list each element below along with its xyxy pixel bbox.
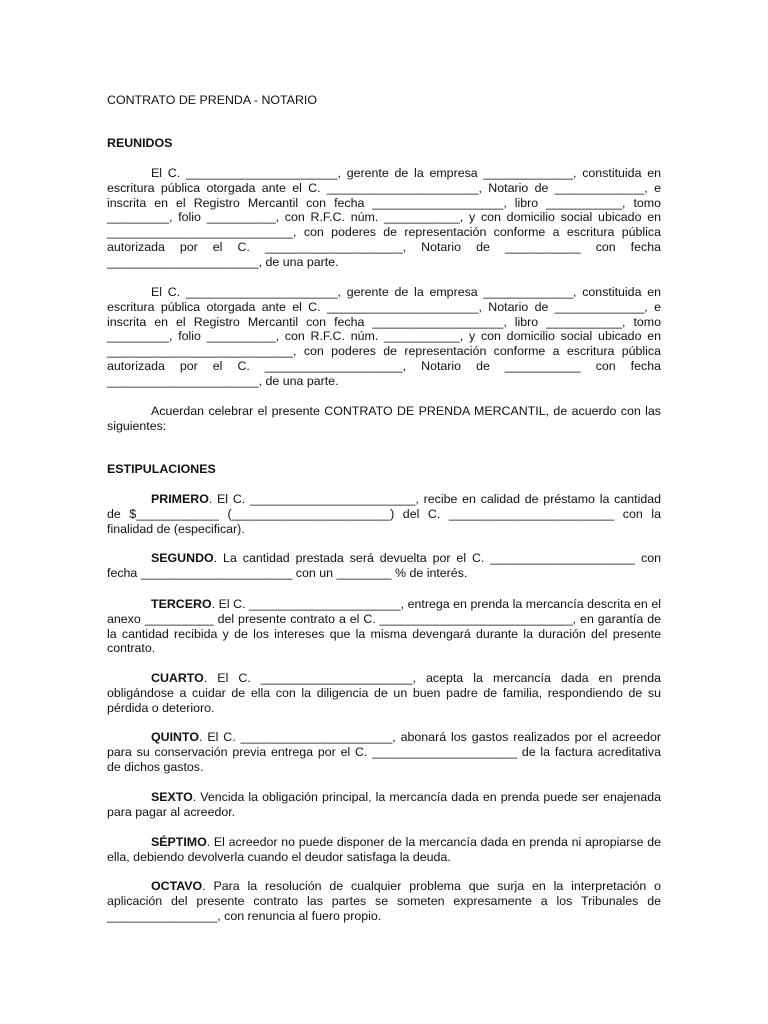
clause-tercero [107, 597, 661, 656]
section-heading-estipulaciones: ESTIPULACIONES [107, 462, 216, 476]
clause-label: SEGUNDO [151, 551, 214, 565]
clause-label: PRIMERO [151, 492, 209, 506]
clause-segundo [107, 551, 661, 581]
clause-label: TERCERO [151, 597, 212, 611]
clause-text: . Para la resolución de cualquier problema que surja en la interpretación o aplicación del presente contrato las partes se someten expresamente a los Tribunales de ________________, con renuncia al fuero propio. [107, 879, 661, 923]
clause-text: . El C. ______________________, acepta la mercancía dada en prenda obligándose a cuidar de ella con la diligencia de un buen padre de familia, respondiendo de su pérdida o deterioro. [107, 671, 661, 715]
clause-quinto [107, 730, 661, 774]
clause-text: . El C. ______________________, entrega en prenda la mercancía descrita en el anexo __________ del presente contrato a el C. ____________________________, en garantía de la cantidad recibida y de los intereses que la misma devengará durante la duración del presente contrato. [107, 597, 661, 656]
clause-label: CUARTO [151, 671, 204, 685]
document-title: CONTRATO DE PRENDA - NOTARIO [107, 93, 317, 107]
party-paragraph-text: El C. ______________________, gerente de la empresa _____________, constituida en escritura pública otorgada ante el C. ______________________, Notario de _____________, e inscrita en el Registro Mercantil con fecha ___________________, libro ___________, tomo _________, folio __________, con R.F.C. núm. ___________, y con domicilio social ubicado en ___________________________, con poderes de representación conforme a escritura pública autorizada por el C. ____________________, Notario de ___________ con fecha ______________________, de una parte. [107, 166, 661, 269]
party-paragraph-2 [107, 285, 661, 389]
clause-label: SEXTO [151, 790, 193, 804]
clause-septimo [107, 835, 661, 865]
clause-octavo [107, 879, 661, 923]
clause-text: . Vencida la obligación principal, la mercancía dada en prenda puede ser enajenada para pagar al acreedor. [107, 790, 661, 819]
agreement-text: Acuerdan celebrar el presente CONTRATO DE PRENDA MERCANTIL, de acuerdo con las siguientes: [107, 404, 661, 433]
party-paragraph-text: El C. ______________________, gerente de la empresa _____________, constituida en escritura pública otorgada ante el C. ______________________, Notario de _____________, e inscrita en el Registro Mercantil con fecha ___________________, libro ___________, tomo _________, folio __________, con R.F.C. núm. ___________, y con domicilio social ubicado en ___________________________, con poderes de representación conforme a escritura pública autorizada por el C. ____________________, Notario de ___________ con fecha ______________________, de una parte. [107, 285, 661, 388]
agreement-paragraph [107, 404, 661, 434]
party-paragraph-1 [107, 166, 661, 270]
clause-sexto [107, 790, 661, 820]
clause-text: . El acreedor no puede disponer de la mercancía dada en prenda ni apropiarse de ella, debiendo devolverla cuando el deudor satisfaga la deuda. [107, 835, 661, 864]
clause-text: . La cantidad prestada será devuelta por el C. _____________________ con fecha ______________________ con un ________ % de interés. [107, 551, 661, 580]
clause-text: . El C. ________________________, recibe en calidad de préstamo la cantidad de $____________ (_______________________) del C. ________________________ con la finalidad de (especificar). [107, 492, 661, 536]
clause-label: SÉPTIMO [151, 835, 207, 849]
clause-cuarto [107, 671, 661, 715]
clause-primero [107, 492, 661, 536]
clause-text: . El C. ______________________, abonará los gastos realizados por el acreedor para su conservación previa entrega por el C. _____________________ de la factura acreditativa de dichos gastos. [107, 730, 661, 774]
clause-label: OCTAVO [151, 879, 203, 893]
section-heading-reunidos: REUNIDOS [107, 136, 173, 150]
clause-label: QUINTO [151, 730, 199, 744]
